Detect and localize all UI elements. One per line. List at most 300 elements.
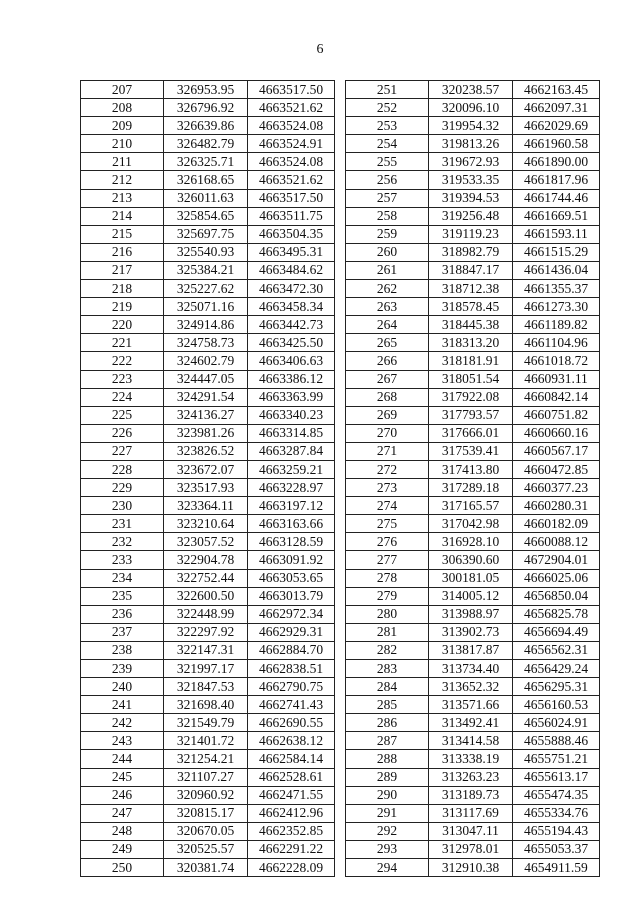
- y-coordinate-cell: 4663091.92: [248, 551, 335, 569]
- y-coordinate-cell: 4660377.23: [513, 479, 600, 497]
- table-row: [346, 768, 600, 786]
- point-number-cell: 233: [81, 551, 164, 569]
- table-row: [81, 840, 335, 858]
- point-number-cell: 225: [81, 406, 164, 424]
- y-coordinate-cell: 4662097.31: [513, 99, 600, 117]
- table-row: [81, 696, 335, 714]
- point-number-cell: 249: [81, 840, 164, 858]
- x-coordinate-cell: 317539.41: [429, 442, 513, 460]
- table-row: [81, 678, 335, 696]
- y-coordinate-cell: 4662638.12: [248, 732, 335, 750]
- y-coordinate-cell: 4663163.66: [248, 515, 335, 533]
- coordinate-table-right: [345, 80, 600, 877]
- y-coordinate-cell: 4655194.43: [513, 822, 600, 840]
- table-row: [81, 605, 335, 623]
- table-row: [81, 587, 335, 605]
- point-number-cell: 259: [346, 225, 429, 243]
- x-coordinate-cell: 323210.64: [164, 515, 248, 533]
- table-row: [81, 859, 335, 877]
- x-coordinate-cell: 313414.58: [429, 732, 513, 750]
- table-row: [346, 388, 600, 406]
- point-number-cell: 289: [346, 768, 429, 786]
- y-coordinate-cell: 4661104.96: [513, 334, 600, 352]
- y-coordinate-cell: 4663406.63: [248, 352, 335, 370]
- x-coordinate-cell: 319533.35: [429, 171, 513, 189]
- table-row: [81, 460, 335, 478]
- table-row: [346, 714, 600, 732]
- x-coordinate-cell: 300181.05: [429, 569, 513, 587]
- table-row: [346, 479, 600, 497]
- point-number-cell: 244: [81, 750, 164, 768]
- point-number-cell: 252: [346, 99, 429, 117]
- x-coordinate-cell: 317793.57: [429, 406, 513, 424]
- table-row: [346, 243, 600, 261]
- point-number-cell: 257: [346, 189, 429, 207]
- y-coordinate-cell: 4655613.17: [513, 768, 600, 786]
- point-number-cell: 231: [81, 515, 164, 533]
- y-coordinate-cell: 4661515.29: [513, 243, 600, 261]
- x-coordinate-cell: 313652.32: [429, 678, 513, 696]
- x-coordinate-cell: 320381.74: [164, 859, 248, 877]
- table-row: [346, 732, 600, 750]
- table-row: [81, 515, 335, 533]
- y-coordinate-cell: 4663458.34: [248, 298, 335, 316]
- x-coordinate-cell: 323981.26: [164, 424, 248, 442]
- y-coordinate-cell: 4654911.59: [513, 859, 600, 877]
- table-row: [346, 189, 600, 207]
- x-coordinate-cell: 326325.71: [164, 153, 248, 171]
- y-coordinate-cell: 4666025.06: [513, 569, 600, 587]
- x-coordinate-cell: 318181.91: [429, 352, 513, 370]
- table-row: [81, 768, 335, 786]
- point-number-cell: 284: [346, 678, 429, 696]
- point-number-cell: 213: [81, 189, 164, 207]
- y-coordinate-cell: 4663197.12: [248, 497, 335, 515]
- point-number-cell: 263: [346, 298, 429, 316]
- y-coordinate-cell: 4662884.70: [248, 641, 335, 659]
- point-number-cell: 210: [81, 135, 164, 153]
- x-coordinate-cell: 319394.53: [429, 189, 513, 207]
- table-row: [346, 442, 600, 460]
- y-coordinate-cell: 4661744.46: [513, 189, 600, 207]
- x-coordinate-cell: 321698.40: [164, 696, 248, 714]
- table-row: [81, 714, 335, 732]
- point-number-cell: 215: [81, 225, 164, 243]
- table-row: [81, 298, 335, 316]
- table-row: [346, 316, 600, 334]
- table-row: [81, 623, 335, 641]
- table-row: [81, 370, 335, 388]
- point-number-cell: 220: [81, 316, 164, 334]
- y-coordinate-cell: 4656024.91: [513, 714, 600, 732]
- y-coordinate-cell: 4663340.23: [248, 406, 335, 424]
- point-number-cell: 221: [81, 334, 164, 352]
- y-coordinate-cell: 4655751.21: [513, 750, 600, 768]
- x-coordinate-cell: 318982.79: [429, 243, 513, 261]
- point-number-cell: 236: [81, 605, 164, 623]
- coordinate-table-left: [80, 80, 335, 877]
- point-number-cell: 237: [81, 623, 164, 641]
- table-row: [81, 334, 335, 352]
- x-coordinate-cell: 317666.01: [429, 424, 513, 442]
- x-coordinate-cell: 322904.78: [164, 551, 248, 569]
- point-number-cell: 292: [346, 822, 429, 840]
- y-coordinate-cell: 4656562.31: [513, 641, 600, 659]
- x-coordinate-cell: 320525.57: [164, 840, 248, 858]
- y-coordinate-cell: 4663425.50: [248, 334, 335, 352]
- table-row: [346, 261, 600, 279]
- x-coordinate-cell: 319119.23: [429, 225, 513, 243]
- table-row: [81, 569, 335, 587]
- x-coordinate-cell: 324447.05: [164, 370, 248, 388]
- x-coordinate-cell: 326168.65: [164, 171, 248, 189]
- point-number-cell: 265: [346, 334, 429, 352]
- table-row: [346, 750, 600, 768]
- table-row: [346, 605, 600, 623]
- x-coordinate-cell: 323826.52: [164, 442, 248, 460]
- table-row: [81, 533, 335, 551]
- x-coordinate-cell: 322600.50: [164, 587, 248, 605]
- point-number-cell: 280: [346, 605, 429, 623]
- x-coordinate-cell: 325540.93: [164, 243, 248, 261]
- x-coordinate-cell: 313817.87: [429, 641, 513, 659]
- table-row: [81, 641, 335, 659]
- x-coordinate-cell: 313571.66: [429, 696, 513, 714]
- y-coordinate-cell: 4661273.30: [513, 298, 600, 316]
- x-coordinate-cell: 326011.63: [164, 189, 248, 207]
- y-coordinate-cell: 4662412.96: [248, 804, 335, 822]
- y-coordinate-cell: 4663495.31: [248, 243, 335, 261]
- x-coordinate-cell: 321254.21: [164, 750, 248, 768]
- table-row: [346, 551, 600, 569]
- x-coordinate-cell: 322752.44: [164, 569, 248, 587]
- x-coordinate-cell: 313047.11: [429, 822, 513, 840]
- y-coordinate-cell: 4660931.11: [513, 370, 600, 388]
- table-row: [81, 261, 335, 279]
- point-number-cell: 229: [81, 479, 164, 497]
- table-row: [346, 81, 600, 99]
- table-row: [81, 424, 335, 442]
- point-number-cell: 250: [81, 859, 164, 877]
- table-row: [346, 840, 600, 858]
- x-coordinate-cell: 318445.38: [429, 316, 513, 334]
- x-coordinate-cell: 313189.73: [429, 786, 513, 804]
- y-coordinate-cell: 4660842.14: [513, 388, 600, 406]
- y-coordinate-cell: 4663517.50: [248, 189, 335, 207]
- point-number-cell: 287: [346, 732, 429, 750]
- x-coordinate-cell: 313263.23: [429, 768, 513, 786]
- x-coordinate-cell: 324291.54: [164, 388, 248, 406]
- point-number-cell: 217: [81, 261, 164, 279]
- y-coordinate-cell: 4662228.09: [248, 859, 335, 877]
- x-coordinate-cell: 318578.45: [429, 298, 513, 316]
- table-row: [346, 533, 600, 551]
- x-coordinate-cell: 313902.73: [429, 623, 513, 641]
- y-coordinate-cell: 4663504.35: [248, 225, 335, 243]
- table-row: [81, 153, 335, 171]
- point-number-cell: 246: [81, 786, 164, 804]
- table-row: [346, 859, 600, 877]
- x-coordinate-cell: 318051.54: [429, 370, 513, 388]
- y-coordinate-cell: 4656850.04: [513, 587, 600, 605]
- x-coordinate-cell: 320815.17: [164, 804, 248, 822]
- y-coordinate-cell: 4672904.01: [513, 551, 600, 569]
- x-coordinate-cell: 319672.93: [429, 153, 513, 171]
- table-row: [81, 99, 335, 117]
- table-row: [346, 370, 600, 388]
- y-coordinate-cell: 4660472.85: [513, 460, 600, 478]
- table-row: [346, 587, 600, 605]
- point-number-cell: 209: [81, 117, 164, 135]
- table-row: [346, 99, 600, 117]
- y-coordinate-cell: 4663363.99: [248, 388, 335, 406]
- y-coordinate-cell: 4662352.85: [248, 822, 335, 840]
- point-number-cell: 214: [81, 207, 164, 225]
- table-row: [81, 786, 335, 804]
- point-number-cell: 219: [81, 298, 164, 316]
- point-number-cell: 228: [81, 460, 164, 478]
- point-number-cell: 269: [346, 406, 429, 424]
- y-coordinate-cell: 4663228.97: [248, 479, 335, 497]
- y-coordinate-cell: 4661669.51: [513, 207, 600, 225]
- point-number-cell: 288: [346, 750, 429, 768]
- table-row: [346, 153, 600, 171]
- x-coordinate-cell: 325071.16: [164, 298, 248, 316]
- y-coordinate-cell: 4663053.65: [248, 569, 335, 587]
- table-row: [346, 135, 600, 153]
- x-coordinate-cell: 313338.19: [429, 750, 513, 768]
- y-coordinate-cell: 4663128.59: [248, 533, 335, 551]
- x-coordinate-cell: 324758.73: [164, 334, 248, 352]
- x-coordinate-cell: 325384.21: [164, 261, 248, 279]
- table-row: [346, 424, 600, 442]
- x-coordinate-cell: 321107.27: [164, 768, 248, 786]
- x-coordinate-cell: 325227.62: [164, 280, 248, 298]
- table-row: [81, 804, 335, 822]
- y-coordinate-cell: 4655474.35: [513, 786, 600, 804]
- x-coordinate-cell: 317042.98: [429, 515, 513, 533]
- table-row: [81, 225, 335, 243]
- y-coordinate-cell: 4656295.31: [513, 678, 600, 696]
- y-coordinate-cell: 4661890.00: [513, 153, 600, 171]
- x-coordinate-cell: 321847.53: [164, 678, 248, 696]
- y-coordinate-cell: 4663386.12: [248, 370, 335, 388]
- x-coordinate-cell: 317165.57: [429, 497, 513, 515]
- y-coordinate-cell: 4662741.43: [248, 696, 335, 714]
- x-coordinate-cell: 306390.60: [429, 551, 513, 569]
- y-coordinate-cell: 4661817.96: [513, 171, 600, 189]
- x-coordinate-cell: 325697.75: [164, 225, 248, 243]
- y-coordinate-cell: 4655053.37: [513, 840, 600, 858]
- y-coordinate-cell: 4661018.72: [513, 352, 600, 370]
- point-number-cell: 251: [346, 81, 429, 99]
- y-coordinate-cell: 4661189.82: [513, 316, 600, 334]
- point-number-cell: 281: [346, 623, 429, 641]
- y-coordinate-cell: 4661436.04: [513, 261, 600, 279]
- point-number-cell: 261: [346, 261, 429, 279]
- y-coordinate-cell: 4655334.76: [513, 804, 600, 822]
- x-coordinate-cell: 318847.17: [429, 261, 513, 279]
- point-number-cell: 267: [346, 370, 429, 388]
- table-row: [81, 497, 335, 515]
- point-number-cell: 241: [81, 696, 164, 714]
- point-number-cell: 282: [346, 641, 429, 659]
- y-coordinate-cell: 4662291.22: [248, 840, 335, 858]
- table-row: [346, 117, 600, 135]
- x-coordinate-cell: 320670.05: [164, 822, 248, 840]
- table-row: [81, 280, 335, 298]
- point-number-cell: 255: [346, 153, 429, 171]
- x-coordinate-cell: 325854.65: [164, 207, 248, 225]
- point-number-cell: 208: [81, 99, 164, 117]
- y-coordinate-cell: 4662838.51: [248, 660, 335, 678]
- y-coordinate-cell: 4663524.91: [248, 135, 335, 153]
- y-coordinate-cell: 4662929.31: [248, 623, 335, 641]
- point-number-cell: 262: [346, 280, 429, 298]
- point-number-cell: 285: [346, 696, 429, 714]
- x-coordinate-cell: 322448.99: [164, 605, 248, 623]
- point-number-cell: 230: [81, 497, 164, 515]
- table-row: [346, 641, 600, 659]
- y-coordinate-cell: 4662584.14: [248, 750, 335, 768]
- table-row: [81, 171, 335, 189]
- table-row: [346, 660, 600, 678]
- y-coordinate-cell: 4660751.82: [513, 406, 600, 424]
- table-row: [346, 804, 600, 822]
- point-number-cell: 234: [81, 569, 164, 587]
- point-number-cell: 271: [346, 442, 429, 460]
- table-row: [346, 298, 600, 316]
- table-row: [346, 822, 600, 840]
- y-coordinate-cell: 4662471.55: [248, 786, 335, 804]
- table-row: [81, 388, 335, 406]
- y-coordinate-cell: 4663314.85: [248, 424, 335, 442]
- table-row: [81, 352, 335, 370]
- point-number-cell: 260: [346, 243, 429, 261]
- table-row: [81, 822, 335, 840]
- y-coordinate-cell: 4662790.75: [248, 678, 335, 696]
- point-number-cell: 232: [81, 533, 164, 551]
- x-coordinate-cell: 317413.80: [429, 460, 513, 478]
- x-coordinate-cell: 312978.01: [429, 840, 513, 858]
- point-number-cell: 291: [346, 804, 429, 822]
- y-coordinate-cell: 4660182.09: [513, 515, 600, 533]
- y-coordinate-cell: 4663521.62: [248, 99, 335, 117]
- x-coordinate-cell: 320096.10: [429, 99, 513, 117]
- y-coordinate-cell: 4663511.75: [248, 207, 335, 225]
- point-number-cell: 283: [346, 660, 429, 678]
- y-coordinate-cell: 4656429.24: [513, 660, 600, 678]
- x-coordinate-cell: 314005.12: [429, 587, 513, 605]
- table-row: [346, 352, 600, 370]
- table-row: [346, 334, 600, 352]
- point-number-cell: 256: [346, 171, 429, 189]
- x-coordinate-cell: 318313.20: [429, 334, 513, 352]
- table-row: [81, 479, 335, 497]
- point-number-cell: 276: [346, 533, 429, 551]
- point-number-cell: 207: [81, 81, 164, 99]
- table-row: [81, 750, 335, 768]
- x-coordinate-cell: 324136.27: [164, 406, 248, 424]
- table-row: [346, 678, 600, 696]
- y-coordinate-cell: 4662163.45: [513, 81, 600, 99]
- x-coordinate-cell: 313988.97: [429, 605, 513, 623]
- point-number-cell: 239: [81, 660, 164, 678]
- point-number-cell: 277: [346, 551, 429, 569]
- point-number-cell: 258: [346, 207, 429, 225]
- point-number-cell: 278: [346, 569, 429, 587]
- point-number-cell: 293: [346, 840, 429, 858]
- point-number-cell: 286: [346, 714, 429, 732]
- x-coordinate-cell: 323364.11: [164, 497, 248, 515]
- point-number-cell: 247: [81, 804, 164, 822]
- y-coordinate-cell: 4663287.84: [248, 442, 335, 460]
- x-coordinate-cell: 317922.08: [429, 388, 513, 406]
- point-number-cell: 224: [81, 388, 164, 406]
- x-coordinate-cell: 321549.79: [164, 714, 248, 732]
- table-row: [346, 497, 600, 515]
- y-coordinate-cell: 4660660.16: [513, 424, 600, 442]
- point-number-cell: 279: [346, 587, 429, 605]
- y-coordinate-cell: 4656160.53: [513, 696, 600, 714]
- table-row: [346, 696, 600, 714]
- x-coordinate-cell: 319954.32: [429, 117, 513, 135]
- point-number-cell: 222: [81, 352, 164, 370]
- x-coordinate-cell: 319813.26: [429, 135, 513, 153]
- x-coordinate-cell: 326796.92: [164, 99, 248, 117]
- y-coordinate-cell: 4663524.08: [248, 117, 335, 135]
- y-coordinate-cell: 4662029.69: [513, 117, 600, 135]
- point-number-cell: 211: [81, 153, 164, 171]
- table-row: [346, 515, 600, 533]
- point-number-cell: 212: [81, 171, 164, 189]
- y-coordinate-cell: 4662528.61: [248, 768, 335, 786]
- y-coordinate-cell: 4663521.62: [248, 171, 335, 189]
- table-row: [346, 786, 600, 804]
- y-coordinate-cell: 4662972.34: [248, 605, 335, 623]
- y-coordinate-cell: 4662690.55: [248, 714, 335, 732]
- point-number-cell: 218: [81, 280, 164, 298]
- y-coordinate-cell: 4656825.78: [513, 605, 600, 623]
- table-row: [346, 569, 600, 587]
- point-number-cell: 245: [81, 768, 164, 786]
- y-coordinate-cell: 4663259.21: [248, 460, 335, 478]
- table-row: [81, 189, 335, 207]
- x-coordinate-cell: 323672.07: [164, 460, 248, 478]
- x-coordinate-cell: 318712.38: [429, 280, 513, 298]
- x-coordinate-cell: 322297.92: [164, 623, 248, 641]
- point-number-cell: 266: [346, 352, 429, 370]
- point-number-cell: 238: [81, 641, 164, 659]
- table-row: [81, 551, 335, 569]
- y-coordinate-cell: 4656694.49: [513, 623, 600, 641]
- x-coordinate-cell: 321997.17: [164, 660, 248, 678]
- table-row: [81, 243, 335, 261]
- table-row: [81, 135, 335, 153]
- y-coordinate-cell: 4663524.08: [248, 153, 335, 171]
- point-number-cell: 243: [81, 732, 164, 750]
- point-number-cell: 264: [346, 316, 429, 334]
- x-coordinate-cell: 324914.86: [164, 316, 248, 334]
- x-coordinate-cell: 316928.10: [429, 533, 513, 551]
- y-coordinate-cell: 4660088.12: [513, 533, 600, 551]
- table-row: [346, 225, 600, 243]
- table-row: [346, 406, 600, 424]
- y-coordinate-cell: 4663472.30: [248, 280, 335, 298]
- table-row: [81, 660, 335, 678]
- x-coordinate-cell: 312910.38: [429, 859, 513, 877]
- point-number-cell: 294: [346, 859, 429, 877]
